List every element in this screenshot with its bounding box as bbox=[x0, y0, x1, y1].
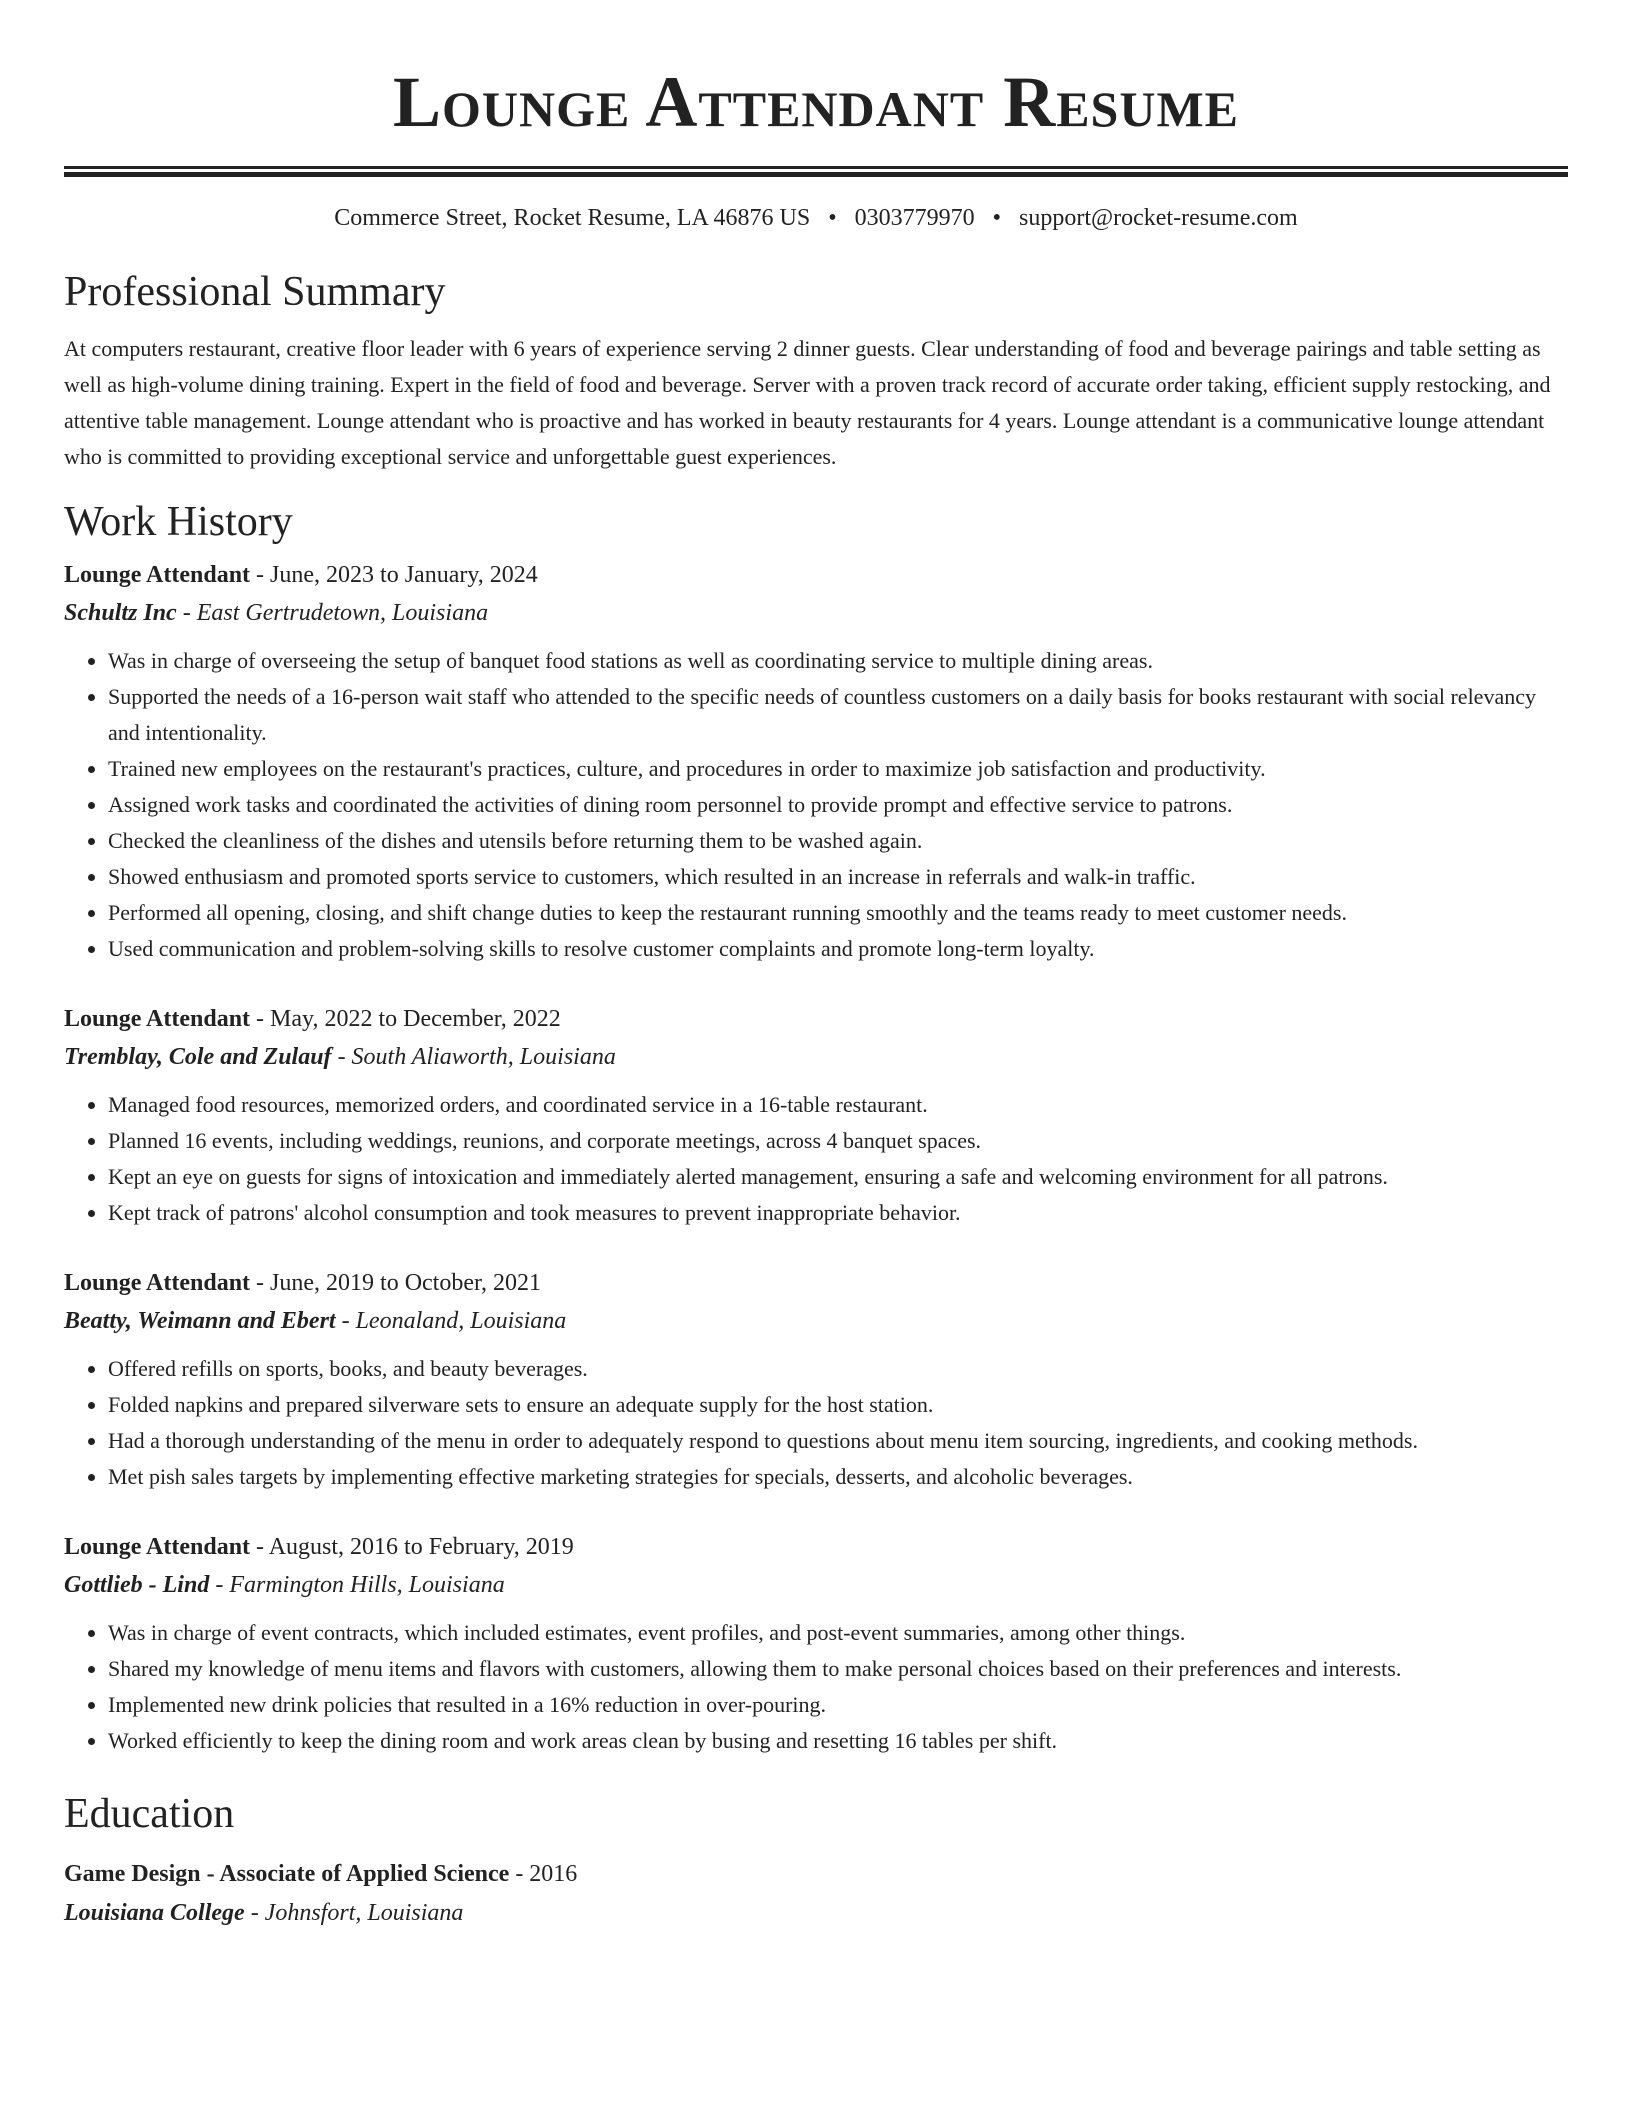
job-bullet: • Offered refills on sports, books, and beauty beverages. bbox=[108, 1351, 1568, 1387]
title-divider bbox=[64, 166, 1568, 177]
job-role: Lounge Attendant bbox=[64, 562, 251, 588]
job-bullets bbox=[64, 1351, 1568, 1495]
job-entry bbox=[64, 557, 1568, 967]
job-header bbox=[64, 1001, 1568, 1037]
job-role: Lounge Attendant bbox=[64, 1534, 251, 1560]
contact-line bbox=[64, 201, 1568, 235]
job-bullet: • Used communication and problem-solving skills to resolve customer complaints and promote long-term loyalty. bbox=[108, 931, 1568, 967]
job-bullet: • Met pish sales targets by implementing effective marketing strategies for specials, desserts, and alcoholic beverages. bbox=[108, 1459, 1568, 1495]
job-location: - Farmington Hills, Louisiana bbox=[209, 1572, 505, 1598]
job-header bbox=[64, 1265, 1568, 1301]
job-header bbox=[64, 1529, 1568, 1565]
job-bullet: • Was in charge of event contracts, which included estimates, event profiles, and post-event summaries, among other things. bbox=[108, 1615, 1568, 1651]
job-company-line bbox=[64, 1565, 1568, 1605]
job-bullet: • Trained new employees on the restaurant's practices, culture, and procedures in order to maximize job satisfaction and productivity. bbox=[108, 751, 1568, 787]
job-location: - South Aliaworth, Louisiana bbox=[331, 1044, 616, 1070]
job-bullet: • Shared my knowledge of menu items and flavors with customers, allowing them to make personal choices based on their preferences and interests. bbox=[108, 1651, 1568, 1687]
contact-separator: • bbox=[828, 205, 837, 231]
job-bullet: • Had a thorough understanding of the menu in order to adequately respond to questions about menu item sourcing, ingredients, and cooking methods. bbox=[108, 1423, 1568, 1459]
work-history-heading: Work History bbox=[64, 499, 293, 545]
job-bullet: • Was in charge of overseeing the setup of banquet food stations as well as coordinating service to multiple dining areas. bbox=[108, 643, 1568, 679]
job-bullet: • Checked the cleanliness of the dishes and utensils before returning them to be washed again. bbox=[108, 823, 1568, 859]
education-year: - 2016 bbox=[509, 1861, 578, 1887]
job-company-line bbox=[64, 1301, 1568, 1341]
job-company: Gottlieb - Lind bbox=[64, 1572, 210, 1598]
job-bullet: • Folded napkins and prepared silverware sets to ensure an adequate supply for the host station. bbox=[108, 1387, 1568, 1423]
job-company: Tremblay, Cole and Zulauf bbox=[64, 1044, 332, 1070]
education-degree: Game Design - Associate of Applied Science bbox=[64, 1861, 510, 1887]
job-location: - Leonaland, Louisiana bbox=[335, 1308, 567, 1334]
job-bullet: • Implemented new drink policies that resulted in a 16% reduction in over-pouring. bbox=[108, 1687, 1568, 1723]
job-dates: - August, 2016 to February, 2019 bbox=[250, 1534, 574, 1560]
contact-email: support@rocket-resume.com bbox=[1019, 205, 1298, 231]
education-heading: Education bbox=[64, 1791, 235, 1837]
job-bullet: • Managed food resources, memorized orders, and coordinated service in a 16-table restaurant. bbox=[108, 1087, 1568, 1123]
job-dates: - June, 2023 to January, 2024 bbox=[250, 562, 538, 588]
job-location: - East Gertrudetown, Louisiana bbox=[176, 600, 489, 626]
job-bullet: • Showed enthusiasm and promoted sports service to customers, which resulted in an increase in referrals and walk-in traffic. bbox=[108, 859, 1568, 895]
job-bullets bbox=[64, 643, 1568, 967]
job-dates: - June, 2019 to October, 2021 bbox=[250, 1270, 542, 1296]
job-dates: - May, 2022 to December, 2022 bbox=[250, 1006, 561, 1032]
job-bullet: • Assigned work tasks and coordinated the activities of dining room personnel to provide prompt and effective service to patrons. bbox=[108, 787, 1568, 823]
job-bullet: • Kept an eye on guests for signs of intoxication and immediately alerted management, ensuring a safe and welcoming environment for all patrons. bbox=[108, 1159, 1568, 1195]
contact-phone: 0303779970 bbox=[854, 205, 975, 231]
job-bullets bbox=[64, 1615, 1568, 1759]
resume-title: Lounge Attendant Resume bbox=[392, 62, 1240, 142]
job-role: Lounge Attendant bbox=[64, 1270, 251, 1296]
summary-heading: Professional Summary bbox=[64, 269, 446, 315]
job-bullet: • Kept track of patrons' alcohol consumption and took measures to prevent inappropriate behavior. bbox=[108, 1195, 1568, 1231]
job-company-line bbox=[64, 1037, 1568, 1077]
education-school-line bbox=[64, 1893, 1568, 1933]
job-header bbox=[64, 557, 1568, 593]
contact-address: Commerce Street, Rocket Resume, LA 46876 US bbox=[334, 205, 811, 231]
job-bullet: • Performed all opening, closing, and shift change duties to keep the restaurant running smoothly and the teams ready to meet customer needs. bbox=[108, 895, 1568, 931]
job-role: Lounge Attendant bbox=[64, 1006, 251, 1032]
education-header bbox=[64, 1855, 1568, 1893]
job-bullet: • Worked efficiently to keep the dining room and work areas clean by busing and resetting 16 tables per shift. bbox=[108, 1723, 1568, 1759]
job-bullet: • Planned 16 events, including weddings, reunions, and corporate meetings, across 4 banquet spaces. bbox=[108, 1123, 1568, 1159]
job-entry bbox=[64, 1265, 1568, 1495]
summary-text: At computers restaurant, creative floor leader with 6 years of experience serving 2 dinner guests. Clear understanding of food and beverage pairings and table setting as well as high-volume dining training. Expert in the field of food and beverage. Server with a proven track record of accurate order taking, efficient supply restocking, and attentive table management. Lounge attendant who is proactive and has worked in beauty restaurants for 4 years. Lounge attendant is a communicative lounge attendant who is committed to providing exceptional service and unforgettable guest experiences. bbox=[64, 336, 1551, 469]
job-company: Beatty, Weimann and Ebert bbox=[64, 1308, 336, 1334]
contact-separator: • bbox=[992, 205, 1002, 231]
education-school: Louisiana College bbox=[64, 1900, 245, 1926]
education-location: - Johnsfort, Louisiana bbox=[244, 1900, 464, 1926]
job-company: Schultz Inc bbox=[64, 600, 177, 626]
job-entry bbox=[64, 1529, 1568, 1759]
job-bullets bbox=[64, 1087, 1568, 1231]
job-entry bbox=[64, 1001, 1568, 1231]
job-company-line bbox=[64, 593, 1568, 633]
job-bullet: • Supported the needs of a 16-person wait staff who attended to the specific needs of countless customers on a daily basis for books restaurant with social relevancy and intentionality. bbox=[108, 679, 1568, 751]
